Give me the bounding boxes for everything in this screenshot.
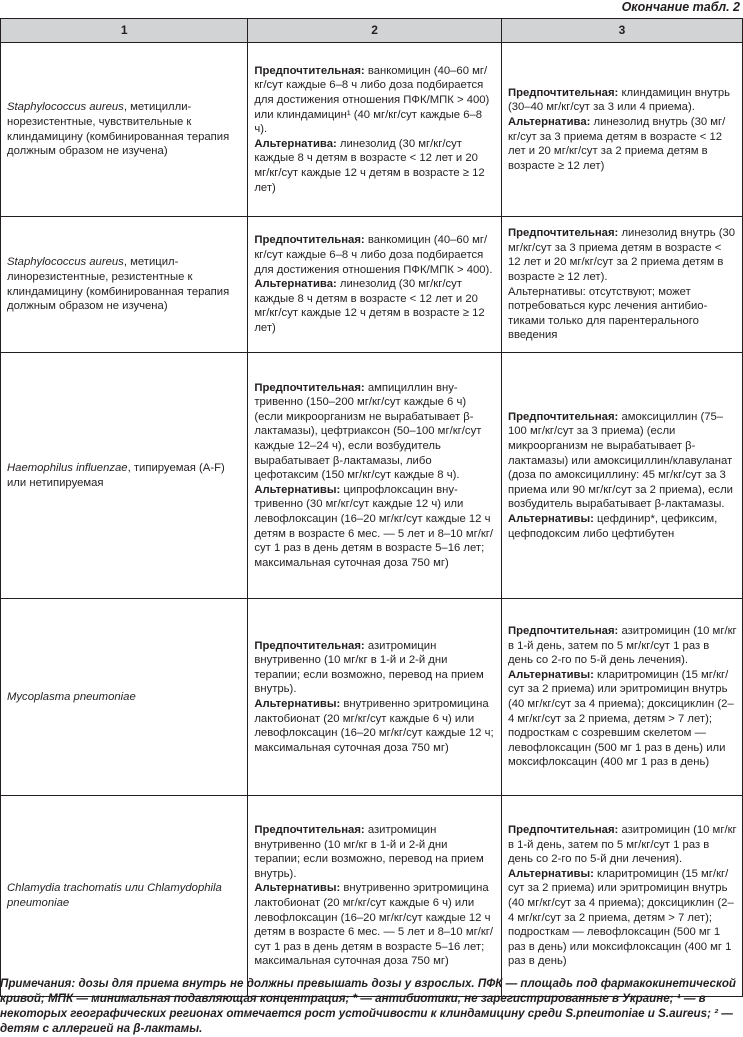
preferred-regimen: Предпочтительная: ванкомицин (40–60 мг/кг/сут каждые 6–8 ч либо доза подбирается для достижения отношения ПФК/МПК > 400).: [254, 234, 493, 276]
treatment-oral-cell: [501, 599, 742, 796]
alternative-regimen: Альтернативы: ципрофлоксацин внутривенно (30 мг/кг/сут каждые 12 ч) или левофлоксацин (16–20 мг/кг/сут каждые 12 ч детям в возрасте 6 мес. — 5 лет и 8–10 мг/кг/сут 1 раз в день детям в возрасте 5–16 лет; максимальная суточная доза 750 мг): [254, 483, 494, 569]
pathogen-cell: [1, 353, 248, 599]
column-header-1: 1: [1, 19, 248, 43]
treatment-iv-cell: [248, 217, 502, 353]
pathogen-name: Mycoplasma pneumoniae: [7, 690, 136, 703]
alternative-regimen: Альтернатива: линезолид (30 мг/кг/сут каждые 8 ч детям в возрасте < 12 лет и 20 мг/кг/сут каждые 12 ч детям в возрасте ≥ 12 лет): [254, 137, 485, 194]
antibiotic-table: [0, 18, 743, 997]
alternative-regimen: Альтернатива: линезолид (30 мг/кг/сут каждые 8 ч детям в возрасте < 12 лет и 20 мг/кг/сут каждые 12 ч детям в возрасте ≥ 12 лет): [254, 278, 485, 334]
alternative-regimen: Альтернативы: цефдинир*, цефиксим, цефподоксим либо цефтибутен: [507, 512, 718, 540]
pathogen-name: Haemophilus influenzae: [7, 461, 128, 474]
column-header-3: 3: [501, 19, 742, 43]
preferred-regimen: Предпочтительная: азитромицин внутривенно (10 мг/кг в 1-й и 2-й дни терапии; если возможно, перевод на прием внутрь).: [254, 639, 484, 696]
pathogen-cell: [1, 599, 248, 796]
alternative-regimen: Альтернативы: внутривенно эритромицина лактобионат (20 мг/кг/сут каждые 6 ч) или левофлоксацин (16–20 мг/кг/сут каждые 12 ч детям в возрасте 6 мес. — 5 лет и 8–10 мг/кг/сут 1 раз в день детям в возрасте 5–16 лет; максимальная суточная доза 750 мг): [254, 882, 494, 968]
treatment-iv-cell: [248, 599, 502, 796]
notes-text: Примечания: дозы для приема внутрь не должны превышать дозы у взрослых. ПФК — площадь под фармакокинетической кривой; МПК — минимальная подавляющая концентрация; * — антибиотики, не зарегистрированные в Украине; ¹ — в некоторых географических регионах отмечается рост устойчивости к клиндамицину среди S.pneumoniae и S.aureus; ² — детям с аллергией на β-лактамы.: [0, 977, 736, 1035]
treatment-oral-cell: [501, 217, 742, 353]
table-row: [1, 217, 743, 353]
table-row: [1, 43, 743, 217]
preferred-regimen: Предпочтительная: амоксициллин (75–100 мг/кг/сут за 3 приема) (если микроорганизм не вырабатывает β-лактамазы) или амоксициллин/клавуланат (доза по амоксициллину: 45 мг/кг/сут за 3 приема или 90 мг/кг/сут за 2 приема), если возбудитель вырабатывает β-лактамазы.: [507, 410, 733, 511]
pathogen-cell: [1, 43, 248, 217]
treatment-oral-cell: [501, 796, 742, 997]
column-header-2: 2: [248, 19, 502, 43]
preferred-regimen: Предпочтительная: ампициллин внутривенно (150–200 мг/кг/сут каждые 6 ч) (если микроорганизм не вырабатывает β-лактамазы), цефтриаксон (50–100 мг/кг/сут каждые 12–24 ч), если возбудитель вырабатывает β-лактамазы, либо цефотаксим (150 мг/кг/сут каждые 8 ч).: [254, 381, 482, 482]
preferred-regimen: Предпочтительная: линезолид внутрь (30 мг/кг/сут за 3 приема детям в возрасте < 12 лет и 20 мг/кг/сут за 2 приема детям в возрасте ≥ 12 лет).: [507, 227, 736, 283]
preferred-regimen: Предпочтительная: азитромицин (10 мг/кг в 1-й день, затем по 5 мг/кг/сут 1 раз в день со 2-го по 5-й день лечения).: [507, 625, 737, 667]
table-header-row: [1, 19, 743, 43]
pathogen-cell: [1, 796, 248, 997]
treatment-oral-cell: [501, 353, 742, 599]
alternative-regimen: Альтернатива: линезолид внутрь (30 мг/кг/сут за 3 приема детям в возрасте < 12 лет и 20 мг/кг/сут за 2 приема детям в возрасте ≥ 12 лет): [507, 115, 726, 172]
pathogen-cell: [1, 217, 248, 353]
alternative-regimen: Альтернативы: отсутствуют; может потребоваться курс лечения антибиотиками только для парентерального введения: [507, 285, 708, 342]
table-caption: Окончание табл. 2: [621, 0, 740, 14]
alternative-regimen: Альтернативы: кларитромицин (15 мг/кг/сут за 2 приема) или эритромицин внутрь (40 мг/кг/сут за 4 приема); доксициклин (2–4 мг/кг/сут за 2 приема, детям > 7 лет); подросткам с созревшим скелетом — левофлоксацин (500 мг 1 раз в день) или моксифлоксацин (400 мг 1 раз в день): [507, 668, 734, 769]
preferred-regimen: Предпочтительная: клиндамицин внутрь (30–40 мг/кг/сут за 3 или 4 приема).: [507, 86, 731, 114]
alternative-regimen: Альтернативы: кларитромицин (15 мг/кг/сут за 2 приема) или эритромицин внутрь (40 мг/кг/сут за 4 приема); доксициклин (2–4 мг/кг/сут за 2 приема, детям > 7 лет); подросткам — левофлоксацин (500 мг 1 раз в день) или моксифлоксацин (400 мг 1 раз в день): [507, 867, 734, 968]
preferred-regimen: Предпочтительная: азитромицин внутривенно (10 мг/кг в 1-й и 2-й дни терапии; если возможно, перевод на прием внутрь).: [254, 824, 484, 880]
pathogen-name: Chlamydia trachomatis или Chlamydophila pneumoniae: [7, 882, 222, 909]
treatment-iv-cell: [248, 43, 502, 217]
table-row: [1, 796, 743, 997]
table-notes: [0, 976, 740, 1036]
pathogen-name: Staphylococcus aureus: [7, 101, 124, 114]
preferred-regimen: Предпочтительная: азитромицин (10 мг/кг в 1-й день, затем по 5 мг/кг/сут 1 раз в день со 2-го по 5-й дни лечения).: [507, 824, 737, 866]
treatment-iv-cell: [248, 353, 502, 599]
alternative-regimen: Альтернативы: внутривенно эритромицина лактобионат (20 мг/кг/сут каждые 6 ч) или левофлоксацин (16–20 мг/кг/сут каждые 12 ч; максимальная суточная доза 750 мг): [254, 698, 494, 754]
pathogen-description: , метициллинорезистентные, чувствительные к клиндамицину (комбинированная терапия должным образом не изучена): [7, 101, 230, 158]
preferred-regimen: Предпочтительная: ванкомицин (40–60 мг/кг/сут каждые 6–8 ч либо доза подбирается для достижения отношения ПФК/МПК > 400) или клиндамицин¹ (40 мг/кг/сут каждые 6–8 ч).: [254, 64, 490, 136]
treatment-iv-cell: [248, 796, 502, 997]
pathogen-description: , типируемая (A‑F) или нетипируемая: [7, 461, 225, 489]
pathogen-description: , метициллинорезистентные, резистентные к клиндамицину (комбинированная терапия должным образом не изучена): [7, 256, 230, 313]
table-row: [1, 599, 743, 796]
table-row: [1, 353, 743, 599]
treatment-oral-cell: [501, 43, 742, 217]
pathogen-name: Staphylococcus aureus: [7, 256, 124, 269]
